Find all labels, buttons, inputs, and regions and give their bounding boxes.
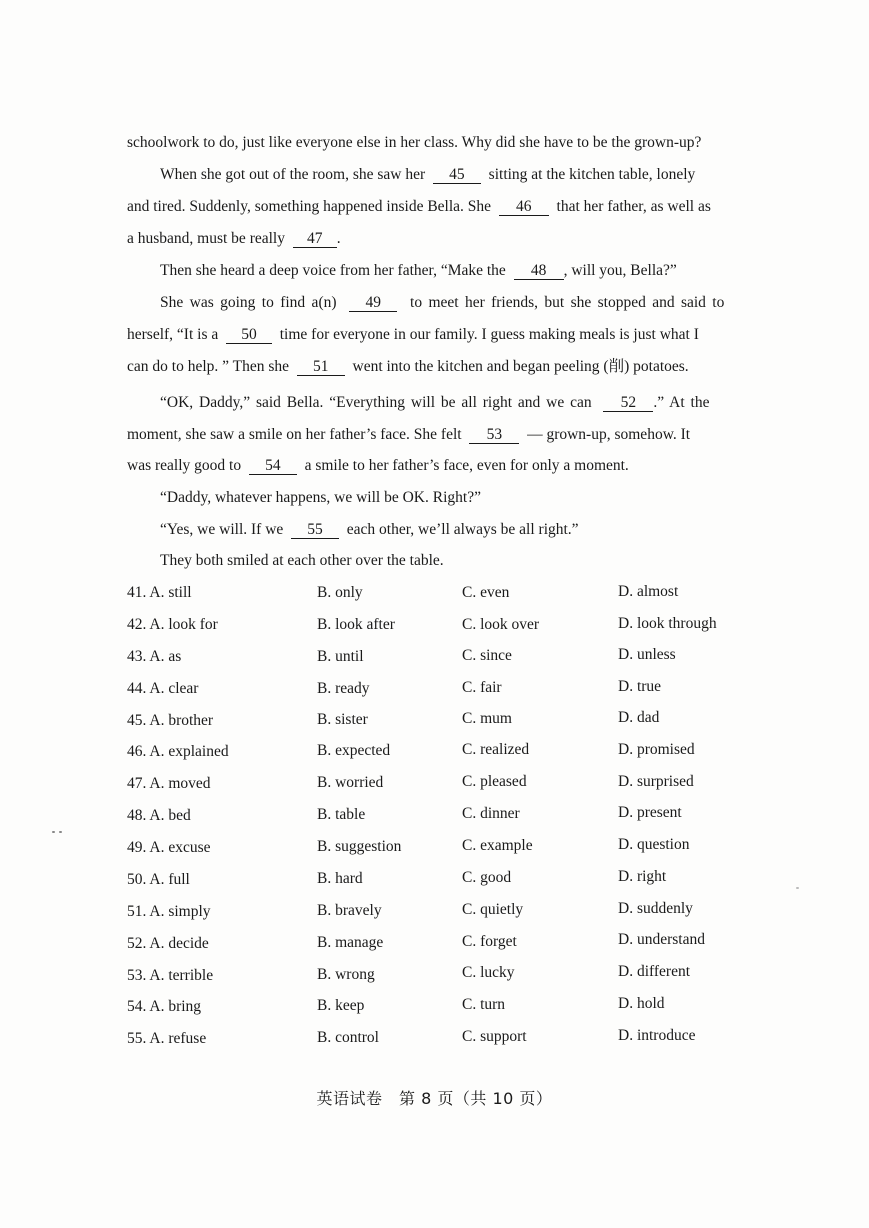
option-c: C. support: [462, 1028, 527, 1045]
passage-line: [160, 551, 444, 571]
option-b: B. hard: [317, 870, 363, 887]
option-c: C. mum: [462, 710, 512, 727]
passage-text: a husband, must be really: [127, 230, 285, 247]
blank-46: 46: [499, 199, 549, 216]
passage-line: [160, 520, 579, 540]
blank-52: 52: [603, 395, 653, 412]
passage-text: They both smiled at each other over the table.: [160, 552, 444, 569]
option-a: 46. A. explained: [127, 743, 229, 760]
passage-line: [127, 229, 341, 249]
blank-50: 50: [226, 327, 272, 344]
option-b: B. wrong: [317, 966, 375, 983]
option-b: B. expected: [317, 742, 391, 759]
blank-51: 51: [297, 359, 345, 376]
option-a: 48. A. bed: [127, 807, 191, 824]
passage-text: each other, we’ll always be all right.”: [346, 521, 579, 538]
scan-speck: [52, 831, 55, 833]
option-a: 45. A. brother: [127, 712, 214, 729]
option-a: 52. A. decide: [127, 935, 209, 952]
option-d: D. look through: [618, 615, 717, 632]
option-b: B. keep: [317, 997, 365, 1014]
option-d: D. suddenly: [618, 900, 693, 917]
passage-line: [127, 133, 701, 153]
scan-speck: [796, 887, 799, 889]
scan-speck: [59, 831, 62, 833]
passage-text: that her father, as well as: [556, 198, 711, 215]
option-a: 47. A. moved: [127, 775, 211, 792]
page-footer: 英语试卷 第 8 页（共 10 页）: [316, 1089, 553, 1108]
passage-line: [127, 197, 711, 217]
passage-text: , will you, Bella?”: [563, 262, 677, 279]
option-d: D. unless: [618, 646, 676, 663]
option-b: B. suggestion: [317, 838, 402, 855]
passage-text: was really good to: [127, 457, 242, 474]
option-b: B. only: [317, 584, 363, 601]
option-b: B. look after: [317, 616, 395, 633]
option-c: C. turn: [462, 996, 506, 1013]
passage-text: a smile to her father’s face, even for only a moment.: [304, 457, 629, 474]
option-c: C. pleased: [462, 773, 527, 790]
passage-line: [127, 425, 690, 445]
option-b: B. worried: [317, 774, 384, 791]
option-d: D. promised: [618, 741, 695, 758]
option-c: C. forget: [462, 933, 517, 950]
option-a: 53. A. terrible: [127, 967, 214, 984]
passage-line: [127, 456, 629, 476]
passage-text: to meet her friends, but she stopped and said to: [410, 294, 725, 311]
option-a: 55. A. refuse: [127, 1030, 207, 1047]
option-a: 42. A. look for: [127, 616, 218, 633]
option-d: D. right: [618, 868, 667, 885]
passage-text: “OK, Daddy,” said Bella. “Everything will be all right and we can: [160, 394, 592, 411]
option-d: D. understand: [618, 931, 705, 948]
option-c: C. realized: [462, 741, 530, 758]
passage-text: .: [336, 230, 341, 247]
option-c: C. quietly: [462, 901, 524, 918]
passage-text: — grown-up, somehow. It: [527, 426, 691, 443]
option-b: B. ready: [317, 680, 370, 697]
blank-48: 48: [514, 263, 564, 280]
option-b: B. manage: [317, 934, 384, 951]
passage-text: time for everyone in our family. I guess making meals is just what I: [279, 326, 699, 343]
passage-text: She was going to find a(n): [160, 294, 337, 311]
option-a: 54. A. bring: [127, 998, 202, 1015]
option-b: B. bravely: [317, 902, 382, 919]
blank-45: 45: [433, 167, 481, 184]
passage-text: schoolwork to do, just like everyone else in her class. Why did she have to be the grown-up?: [127, 134, 702, 151]
passage-text: moment, she saw a smile on her father’s face. She felt: [127, 426, 462, 443]
option-d: D. surprised: [618, 773, 694, 790]
passage-line: [160, 293, 724, 313]
option-b: B. until: [317, 648, 364, 665]
option-a: 44. A. clear: [127, 680, 199, 697]
passage-line: [160, 261, 677, 281]
passage-line: [160, 393, 709, 413]
passage-line: [160, 165, 695, 185]
blank-53: 53: [469, 427, 519, 444]
passage-line: [127, 357, 689, 377]
option-d: D. question: [618, 836, 690, 853]
passage-line: [160, 488, 481, 508]
option-b: B. sister: [317, 711, 368, 728]
option-d: D. different: [618, 963, 691, 980]
passage-text: went into the kitchen and began peeling (削) potatoes.: [352, 358, 689, 375]
passage-text: sitting at the kitchen table, lonely: [488, 166, 696, 183]
option-c: C. fair: [462, 679, 502, 696]
option-d: D. present: [618, 804, 682, 821]
passage-text: and tired. Suddenly, something happened inside Bella. She: [127, 198, 492, 215]
passage-text: When she got out of the room, she saw her: [160, 166, 426, 183]
passage-text: .” At the: [653, 394, 710, 411]
option-c: C. look over: [462, 616, 540, 633]
passage-line: [127, 325, 699, 345]
blank-47: 47: [293, 231, 337, 248]
option-b: B. table: [317, 806, 366, 823]
option-c: C. since: [462, 647, 512, 664]
passage-text: Then she heard a deep voice from her father, “Make the: [160, 262, 506, 279]
option-a: 43. A. as: [127, 648, 182, 665]
option-d: D. true: [618, 678, 662, 695]
option-d: D. almost: [618, 583, 679, 600]
passage-text: herself, “It is a: [127, 326, 219, 343]
option-b: B. control: [317, 1029, 379, 1046]
passage-text: “Yes, we will. If we: [160, 521, 284, 538]
passage-text: can do to help. ” Then she: [127, 358, 289, 375]
option-c: C. even: [462, 584, 510, 601]
option-d: D. introduce: [618, 1027, 696, 1044]
option-a: 51. A. simply: [127, 903, 211, 920]
option-c: C. example: [462, 837, 533, 854]
option-a: 49. A. excuse: [127, 839, 211, 856]
option-d: D. dad: [618, 709, 660, 726]
option-a: 50. A. full: [127, 871, 190, 888]
blank-54: 54: [249, 458, 297, 475]
blank-49: 49: [349, 295, 397, 312]
passage-text: “Daddy, whatever happens, we will be OK. Right?”: [160, 489, 481, 506]
option-c: C. dinner: [462, 805, 520, 822]
option-c: C. good: [462, 869, 512, 886]
option-a: 41. A. still: [127, 584, 192, 601]
blank-55: 55: [291, 522, 339, 539]
option-d: D. hold: [618, 995, 665, 1012]
option-c: C. lucky: [462, 964, 515, 981]
